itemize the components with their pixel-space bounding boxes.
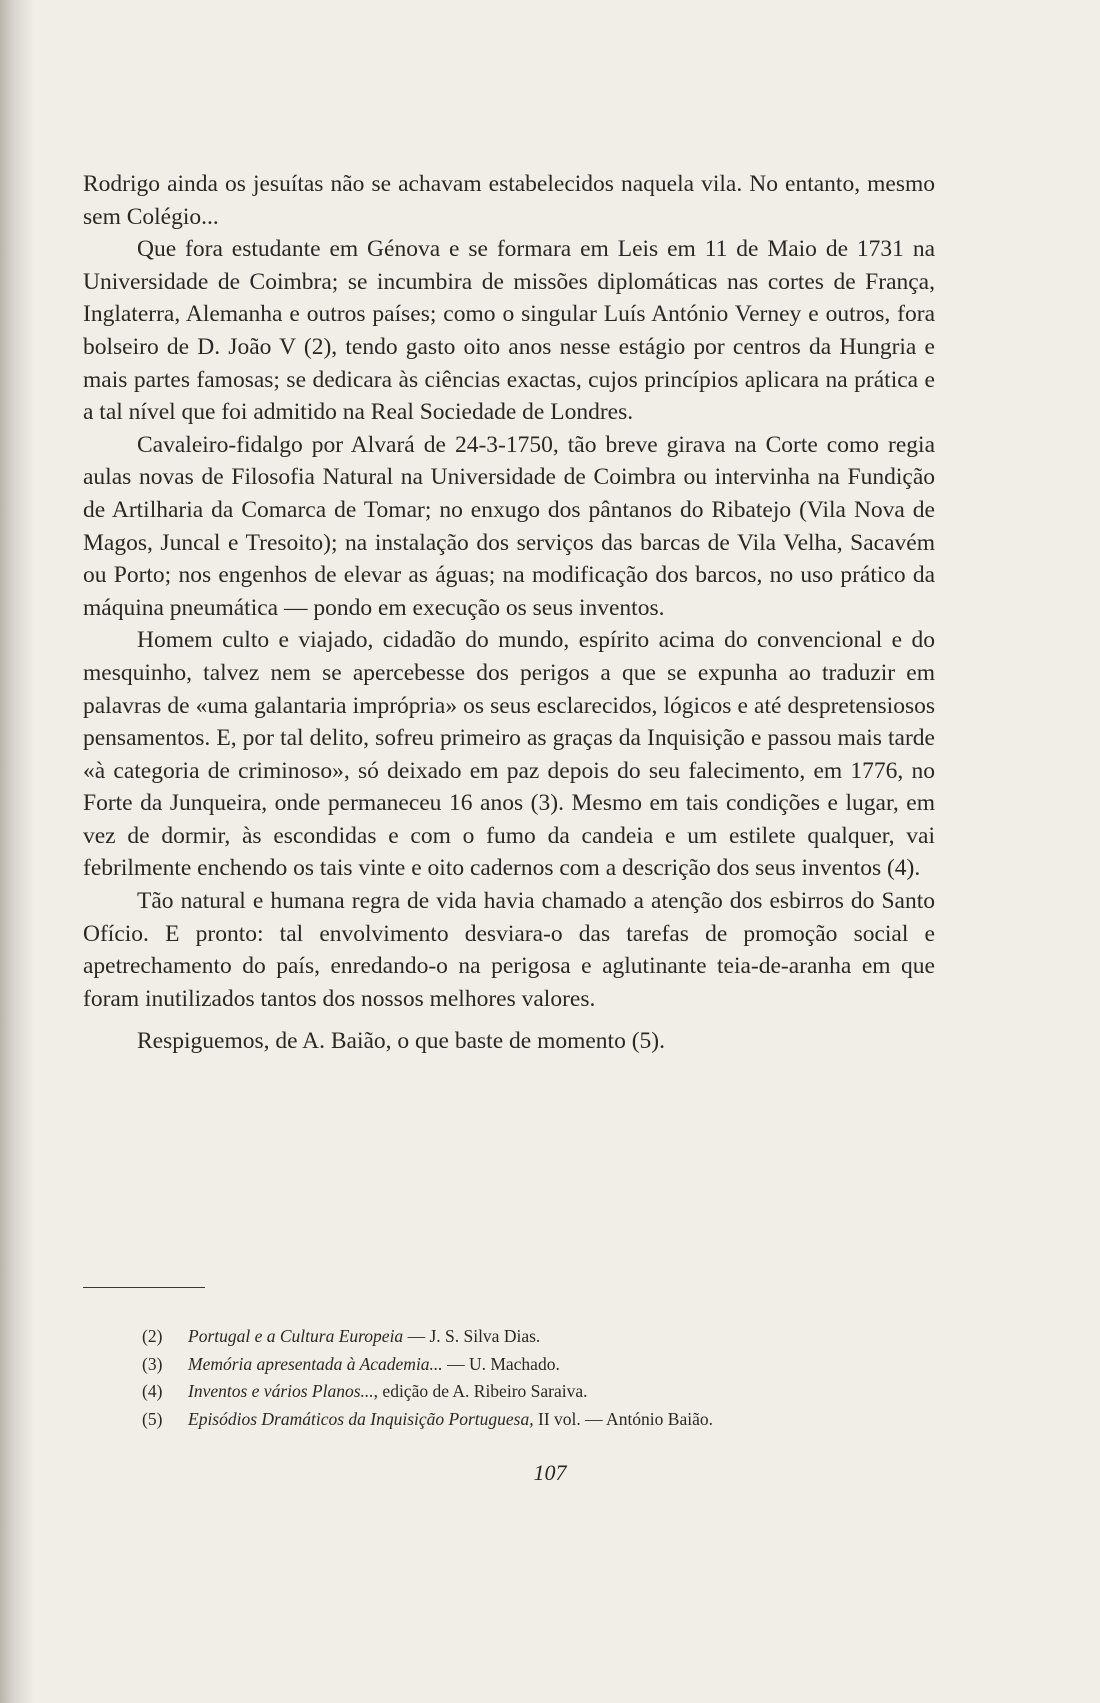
page-edge-shadow: [0, 0, 34, 1703]
footnote: [142, 1351, 902, 1379]
footnote-title: Portugal e a Cultura Europeia: [188, 1326, 404, 1346]
footnote-number: (2): [142, 1326, 163, 1346]
page-number: 107: [533, 1460, 567, 1485]
paragraph-5: Tão natural e humana regra de vida havia chamado a atenção dos esbirros do Santo Ofício. E pronto: tal envolvimento desviara-o das tarefas de promoção social e apetrechamento do país, enredando-o na perigosa e aglutinante teia-de-aranha em que foram inutilizados tantos dos nossos melhores valores.: [83, 888, 935, 1012]
footnote-author: — U. Machado.: [442, 1353, 560, 1374]
footnote-author: — J. S. Silva Dias.: [403, 1326, 541, 1346]
paragraph-3: Cavaleiro-fidalgo por Alvará de 24-3-1750, tão breve girava na Corte como regia aulas novas de Filosofia Natural na Universidade de Coimbra ou intervinha na Fundição de Artilharia da Comarca de Tomar; no enxugo dos pântanos do Ribatejo (Vila Nova de Magos, Juncal e Tresoito); na instalação dos serviços das barcas de Vila Velha, Sacavém ou Porto; nos engenhos de elevar as águas; na modificação dos barcos, no uso prático da máquina pneumática — pondo em execução os seus inventos.: [83, 431, 935, 621]
paragraph-2: Que fora estudante em Génova e se formara em Leis em 11 de Maio de 1731 na Universidade de Coimbra; se incumbira de missões diplomáticas nas cortes de França, Inglaterra, Alemanha e outros países; como o singular Luís António Verney e outros, fora bolseiro de D. João V (2), tendo gasto oito anos nesse estágio por centros da Hungria e mais partes famosas; se dedicara às ciências exactas, cujos princípios aplicara na prática e a tal nível que foi admitido na Real Sociedade de Londres.: [83, 236, 935, 426]
footnotes: [142, 1323, 902, 1433]
footnote-title: Memória apresentada à Academia...: [188, 1353, 443, 1374]
footnote-separator: [83, 1287, 205, 1288]
paragraph-1: Rodrigo ainda os jesuítas não se achavam estabelecidos naquela vila. No entanto, mesmo sem Colégio...: [83, 171, 935, 230]
footnote-author: , edição de A. Ribeiro Saraiva.: [373, 1381, 588, 1401]
paragraph-6: Respiguemos, de A. Baião, o que baste de momento (5).: [137, 1028, 665, 1055]
footnote-author: II vol. — António Baião.: [533, 1408, 713, 1429]
footnote-title: Inventos e vários Planos...: [188, 1381, 374, 1401]
paragraph-4: Homem culto e viajado, cidadão do mundo, espírito acima do convencional e do mesquinho, talvez nem se apercebesse dos perigos a que se expunha ao traduzir em palavras de «uma galantaria imprópria» os seus esclarecidos, lógicos e até despretensiosos pensamentos. E, por tal delito, sofreu primeiro as graças da Inquisição e passou mais tarde «à categoria de criminoso», só deixado em paz depois do seu falecimento, em 1776, no Forte da Junqueira, onde permaneceu 16 anos (3). Mesmo em tais condições e lugar, em vez de dormir, às escondidas e com o fumo da candeia e um estilete qualquer, vai febrilmente enchendo os tais vinte e oito cadernos com a descrição dos seus inventos (4).: [83, 627, 935, 882]
footnote: [142, 1323, 902, 1351]
footnote-number: (4): [142, 1381, 163, 1401]
footnote-number: (3): [142, 1353, 163, 1374]
footnote-number: (5): [142, 1408, 163, 1429]
footnote: [142, 1378, 902, 1406]
footnote: [142, 1406, 902, 1434]
footnote-title: Episódios Dramáticos da Inquisição Portuguesa,: [188, 1408, 534, 1429]
body-text: [83, 168, 935, 1058]
